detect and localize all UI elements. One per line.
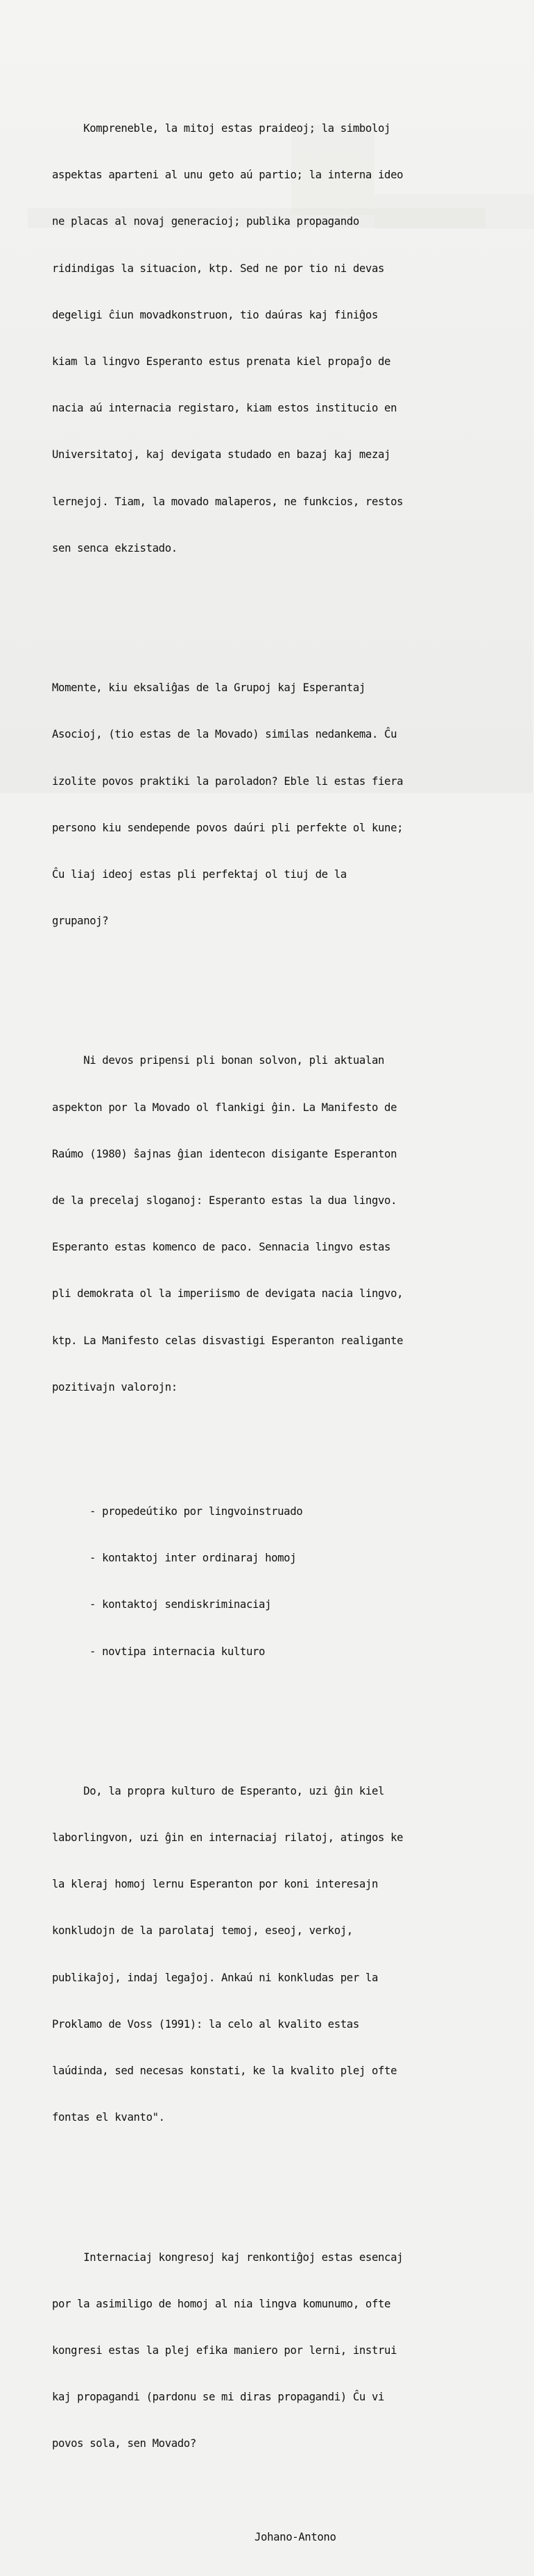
text-line: Do, la propra kulturo de Esperanto, uzi ĝin kiel bbox=[52, 1784, 385, 1797]
text-line: ne placas al novaj generacioj; publika propagando bbox=[52, 215, 359, 228]
text-line: laborlingvon, uzi ĝin en internaciaj rilatoj, atingos ke bbox=[52, 1831, 404, 1845]
text-line: Ĉu liaj ideoj estas pli perfektaj ol tiuj de la bbox=[52, 867, 347, 881]
text-line: pozitivajn valorojn: bbox=[52, 1380, 178, 1393]
text-line: aspektas aparteni al unu geto aú partio; la interna ideo bbox=[52, 169, 404, 182]
text-line: ktp. La Manifesto celas disvastigi Esperanton realigante bbox=[52, 1334, 404, 1347]
text-line: Raúmo (1980) ŝajnas ĝian identecon disigante Esperanton bbox=[52, 1147, 397, 1160]
article-body bbox=[52, 43, 496, 2576]
text-line: la kleraj homoj lernu Esperanton por koni interesajn bbox=[52, 1878, 378, 1891]
paragraph-3 bbox=[52, 1022, 496, 1426]
list-item: - kontaktoj sendiskriminaciaj bbox=[89, 1598, 272, 1611]
paragraph-5 bbox=[52, 2219, 496, 2483]
text-line: Asocioj, (tio estas de la Movado) similas nedankema. Ĉu bbox=[52, 728, 397, 741]
text-line: publikaĵoj, indaj legaĵoj. Ankaú ni konkludas per la bbox=[52, 1971, 378, 1984]
text-line: fontas el kvanto". bbox=[52, 2111, 165, 2124]
paragraph-4 bbox=[52, 1752, 496, 2156]
paragraph-2 bbox=[52, 649, 496, 960]
list-item: - propedeútiko por lingvoinstruado bbox=[89, 1505, 303, 1518]
text-line: kaj propagandi (pardonu se mi diras propagandi) Ĉu vi bbox=[52, 2391, 385, 2404]
text-line: por la asimiligo de homoj al nia lingva komunumo, ofte bbox=[52, 2297, 391, 2310]
text-line: sen senca ekzistado. bbox=[52, 541, 178, 554]
text-line: izolite povos praktiki la paroladon? Eble li estas fiera bbox=[52, 774, 404, 788]
text-line: Kompreneble, la mitoj estas praideoj; la simboloj bbox=[52, 122, 391, 135]
text-line: Esperanto estas komenco de paco. Sennacia lingvo estas bbox=[52, 1241, 391, 1254]
value-list bbox=[52, 1473, 496, 1690]
author-signature: Johano-Antono bbox=[255, 2530, 336, 2543]
text-line: persono kiu sendepende povos daúri pli perfekte ol kune; bbox=[52, 821, 404, 834]
text-line: Momente, kiu eksaliĝas de la Grupoj kaj Esperantaj bbox=[52, 681, 365, 695]
text-line: povos sola, sen Movado? bbox=[52, 2437, 196, 2450]
text-line: ridindigas la situacion, ktp. Sed ne por tio ni devas bbox=[52, 262, 385, 275]
text-line: laúdinda, sed necesas konstati, ke la kvalito plej ofte bbox=[52, 2065, 397, 2078]
list-item: - kontaktoj inter ordinaraj homoj bbox=[89, 1552, 297, 1565]
text-line: grupanoj? bbox=[52, 915, 109, 928]
text-line: aspekton por la Movado ol flankigi ĝin. La Manifesto de bbox=[52, 1101, 397, 1114]
text-line: Internaciaj kongresoj kaj renkontiĝoj estas esencaj bbox=[52, 2251, 404, 2264]
text-line: degeligi ĉiun movadkonstruon, tio daúras kaj finiĝos bbox=[52, 308, 378, 321]
text-line: Universitatoj, kaj devigata studado en bazaj kaj mezaj bbox=[52, 448, 391, 461]
text-line: kongresi estas la plej efika maniero por lerni, instrui bbox=[52, 2344, 397, 2357]
text-line: Ni devos pripensi pli bonan solvon, pli aktualan bbox=[52, 1054, 385, 1067]
text-line: konkludojn de la parolataj temoj, eseoj, verkoj, bbox=[52, 1924, 353, 1938]
text-line: kiam la lingvo Esperanto estus prenata kiel propaĵo de bbox=[52, 355, 391, 368]
text-line: de la precelaj sloganoj: Esperanto estas la dua lingvo. bbox=[52, 1194, 397, 1207]
text-line: Proklamo de Voss (1991): la celo al kvalito estas bbox=[52, 2017, 359, 2031]
paragraph-1 bbox=[52, 90, 496, 587]
list-item: - novtipa internacia kulturo bbox=[89, 1645, 266, 1658]
text-line: pli demokrata ol la imperiismo de devigata nacia lingvo, bbox=[52, 1287, 404, 1300]
text-line: nacia aú internacia registaro, kiam estos institucio en bbox=[52, 402, 397, 415]
text-line: lernejoj. Tiam, la movado malaperos, ne funkcios, restos bbox=[52, 495, 404, 508]
